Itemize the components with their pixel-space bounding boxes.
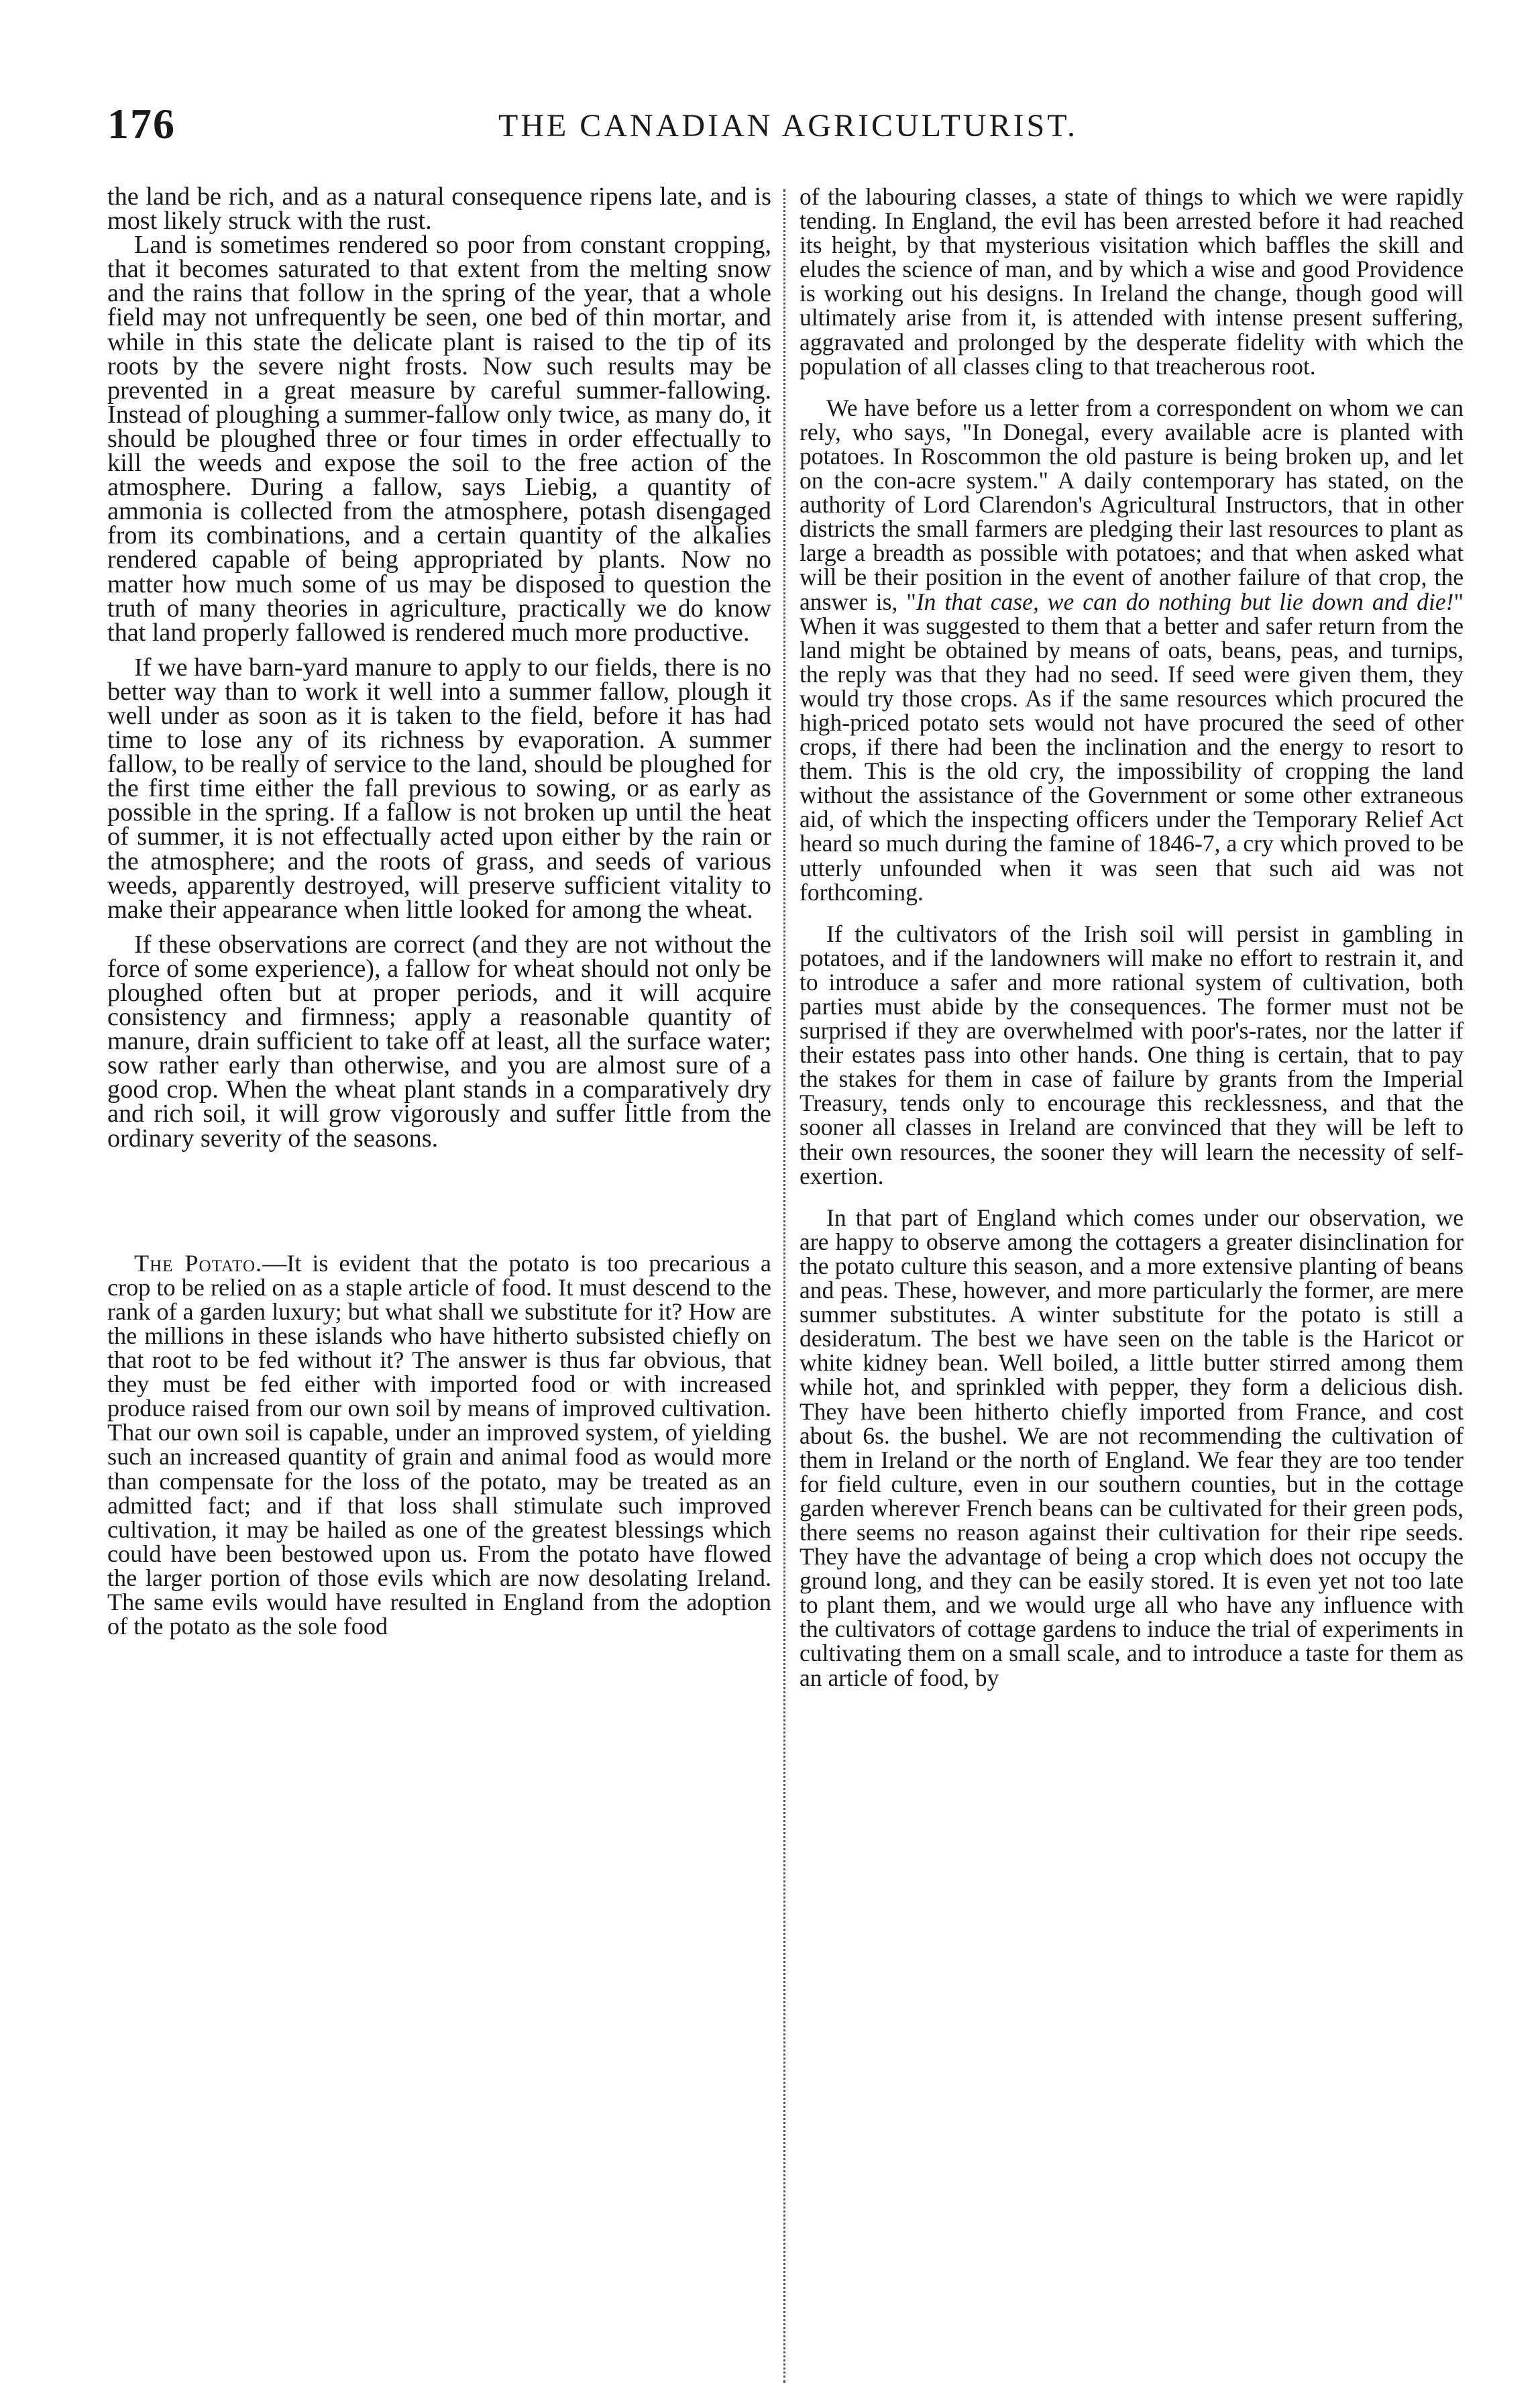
right-paragraph-4: In that part of England which comes under our observation, we are happy to observe among the cottagers a greater disinclination for the potato culture this season, and a more extensive planting of beans and peas. These, however, and more particularly the former, are mere summer substitutes. A winter substitute for the potato is still a desideratum. The best we have seen on the table is the Haricot or white kidney bean. Well boiled, a little butter stirred among them while hot, and sprinkled with pepper, they form a delicious dish. They have been hitherto chiefly imported from France, and cost about 6s. the bushel. We are not recommending the cultivation of them in Ireland or the north of England. We fear they are too tender for field culture, even in our southern counties, but in the cottage garden wherever French beans can be cultivated for their green pods, there seems no reason against their cultivation for their ripe seeds. They have the advantage of being a crop which does not occupy the ground long, and they can be easily stored. It is even yet not too late to plant them, and we would urge all who have any influence with the cultivators of cottage gardens to induce the trial of experiments in cultivating them on a small scale, and to introduce a taste for them as an article of food, by — [800, 1204, 1464, 1691]
potato-article — [107, 1251, 771, 1639]
page-number: 176 — [107, 100, 176, 148]
left-paragraph-4: If these observations are correct (and they are not without the force of some experience), a fallow for wheat should not only be ploughed often but at proper periods, and it will acquire consistency and firmness; apply a reasonable quantity of manure, drain sufficient to take off at least, all the surface water; sow rather early than otherwise, and you are almost sure of a good crop. When the wheat plant stands in a comparatively dry and rich soil, it will grow vigorously and suffer little from the ordinary severity of the seasons. — [107, 930, 771, 1153]
potato-text: —It is evident that the potato is too precarious a crop to be relied on as a staple article of food. It must descend to the rank of a garden luxury; but what shall we substitute for it? How are the millions in these islands who have hitherto subsisted chiefly on that root to be fed without it? The answer is thus far obvious, that they must be fed either with imported food or with increased produce raised from our own soil by means of improved cultivation. That our own soil is capable, under an improved system, of yielding such an increased quantity of grain and animal food as would more than compensate for the loss of the potato, may be treated as an admitted fact; and if that loss shall stimulate such improved cultivation, it may be hailed as one of the greatest blessings which could have been bestowed upon us. From the potato have flowed the larger portion of those evils which are now desolating Ireland. The same evils would have resulted in England from the adoption of the potato as the sole food — [107, 1249, 771, 1640]
left-column — [107, 184, 771, 1638]
left-paragraph-1: the land be rich, and as a natural consequence ripens late, and is most likely struck with the rust. — [107, 182, 771, 235]
right-paragraph-2-part-a: We have before us a letter from a correspondent on whom we can rely, who says, "In Donegal, every available acre is planted with potatoes. In Roscommon the old pasture is being broken up, and let on the con-acre system." A daily contemporary has stated, on the authority of Lord Clarendon's Agricultural Instructors, that in other districts the small farmers are pledging their last resources to plant as large a breadth as possible with potatoes; and that when asked what will be their position in the event of another failure of that crop, the answer is, " — [800, 394, 1464, 615]
right-paragraph-2 — [800, 396, 1464, 904]
right-paragraph-1: of the labouring classes, a state of things to which we were rapidly tending. In England, the evil has been arrested before it had reached its height, by that mysterious visitation which baffles the skill and eludes the science of man, and by which a wise and good Providence is working out his designs. In Ireland the change, though good will ultimately arise from it, is attended with intense present suffering, aggravated and prolonged by the desperate fidelity with which the population of all classes cling to that treacherous root. — [800, 183, 1464, 380]
left-paragraph-2: Land is sometimes rendered so poor from constant cropping, that it becomes saturated to that extent from the melting snow and the rains that follow in the spring of the year, that a whole field may not unfrequently be seen, one bed of thin mortar, and while in this state the delicate plant is raised to the tip of its roots by the severe night frosts. Now such results may be prevented in a great measure by careful summer-fallowing. Instead of ploughing a summer-fallow only twice, as many do, it should be ploughed three or four times in order effectually to kill the weeds and expose the soil to the free action of the atmosphere. During a fallow, says Liebig, a quantity of ammonia is collected from the atmosphere, potash disengaged from its combinations, and a certain quantity of the alkalies rendered capable of being appropriated by plants. Now no matter how much some of us may be disposed to question the truth of many theories in agriculture, practically we do know that land properly fallowed is rendered much more productive. — [107, 231, 771, 647]
right-paragraph-2-quote: In that case, we can do nothing but lie down and die! — [916, 588, 1454, 615]
column-divider — [783, 189, 785, 2383]
potato-heading: The Potato. — [134, 1249, 263, 1277]
running-title: THE CANADIAN AGRICULTURIST. — [498, 108, 1078, 144]
left-paragraph-3: If we have barn-yard manure to apply to our fields, there is no better way than to work it well into a summer fallow, plough it well under as soon as it is taken to the field, before it has had time to lose any of its richness by evaporation. A summer fallow, to be really of service to the land, should be ploughed for the first time either the fall previous to sowing, or as early as possible in the spring. If a fallow is not broken up until the heat of summer, it is not effectually acted upon either by the rain or the atmosphere; and the roots of grass, and seeds of various weeds, apparently destroyed, will preserve sufficient vitality to make their appearance when little looked for among the wheat. — [107, 653, 771, 924]
right-paragraph-3: If the cultivators of the Irish soil will persist in gambling in potatoes, and if the landowners will make no effort to restrain it, and to introduce a safer and more rational system of cultivation, both parties must abide by the consequences. The former must not be surprised if they are overwhelmed with poor's-rates, nor the latter if their estates pass into other hands. One thing is certain, that to pay the stakes for them in case of failure by grants from the Imperial Treasury, tends only to encourage this recklessness, and that the sooner all classes in Ireland are convinced that they will be left to their own resources, the sooner they will learn the necessity of self-exertion. — [800, 920, 1464, 1189]
right-paragraph-2-part-b: " When it was suggested to them that a better and safer return from the land might be obtained by means of oats, beans, peas, and turnips, the reply was that they had no seed. If seed were given them, they would try those crops. As if the same resources which procured the high-priced potato sets would not have procured the seed of other crops, if there had been the inclination and the energy to resort to them. This is the old cry, the impossibility of cropping the land without the assistance of the Government or some other extraneous aid, of which the inspecting officers under the Temporary Relief Act heard so much during the famine of 1846-7, a cry which proved to be utterly unfounded when it was seen that such aid was not forthcoming. — [800, 588, 1464, 906]
right-column — [800, 184, 1464, 1690]
page-header — [107, 99, 1469, 160]
